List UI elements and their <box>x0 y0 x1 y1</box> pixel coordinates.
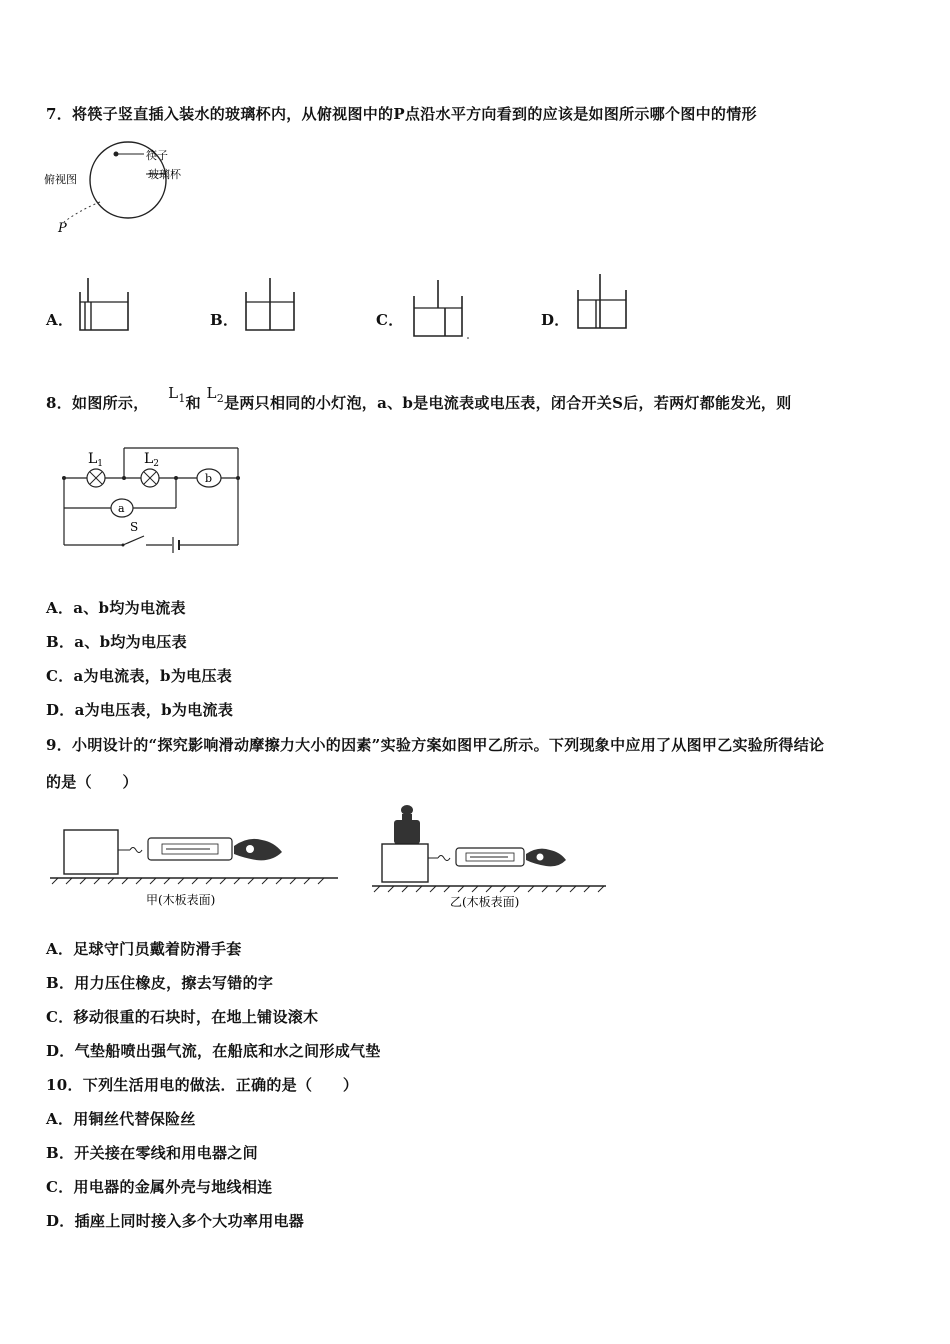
q8-l1-symbol: $L_1$ <box>168 384 186 405</box>
q9-option-c: C．移动很重的石块时，在地上铺设滚木 <box>46 1008 319 1026</box>
glass-label: 玻璃杯 <box>148 168 181 181</box>
q10-stem: 10．下列生活用电的做法．正确的是（ ） <box>46 1076 359 1094</box>
q9-stem-line2: 的是（ ） <box>46 773 138 791</box>
q9-option-d: D．气垫船喷出强气流，在船底和水之间形成气垫 <box>46 1042 381 1060</box>
caption-yi: 乙(木板表面) <box>450 895 520 909</box>
chopstick-label: 筷子 <box>146 149 168 162</box>
q7-option-c-figure <box>410 274 472 342</box>
switch-s <box>123 536 144 545</box>
lamp-l2 <box>141 469 159 487</box>
q8-stem-prefix: 8．如图所示， <box>46 394 149 412</box>
q9-option-b: B．用力压住橡皮，擦去写错的字 <box>46 974 274 992</box>
q7-stem: 7．将筷子竖直插入装水的玻璃杯内，从俯视图中的P点沿水平方向看到的应该是如图所示哪个图中的情形 <box>46 105 757 123</box>
q10-option-a: A．用铜丝代替保险丝 <box>46 1110 196 1128</box>
meter-b-label: b <box>205 472 213 485</box>
q7-option-a: A． <box>46 311 74 329</box>
lamp-l1 <box>87 469 105 487</box>
switch-label: S <box>130 520 139 534</box>
block-yi <box>382 844 428 882</box>
block-jia <box>64 830 118 874</box>
top-view-label: 俯视图 <box>44 173 77 186</box>
lamp-l1-label: $L_1$ <box>88 451 104 469</box>
q8-stem <box>46 384 792 415</box>
q7-option-b-figure <box>242 272 298 336</box>
point-p-label: P <box>58 221 67 236</box>
q8-stem-rest: 是两只相同的小灯泡，a、b是电流表或电压表，闭合开关S后，若两灯都能发光，则 <box>224 394 792 412</box>
hand-jia <box>234 839 282 860</box>
q9-option-a: A．足球守门员戴着防滑手套 <box>46 940 242 958</box>
q8-option-a: A．a、b均为电流表 <box>46 599 186 617</box>
q7-option-d-figure <box>574 270 632 334</box>
q7-top-view-figure <box>40 140 220 240</box>
q8-l2-symbol: $L_2$ <box>206 384 225 405</box>
caption-jia: 甲(木板表面) <box>146 893 216 907</box>
q7-option-a-figure <box>76 272 132 336</box>
q9-stem-line1: 9．小明设计的“探究影响滑动摩擦力大小的因素”实验方案如图甲乙所示。下列现象中应用了从图甲乙实验所得结论 <box>46 736 825 754</box>
hand-yi <box>526 849 566 867</box>
chopstick-dot <box>114 152 119 157</box>
q9-figure-yi <box>370 800 610 916</box>
q8-and: 和 <box>185 394 201 412</box>
q8-option-b: B．a、b均为电压表 <box>46 633 187 651</box>
q10-option-b: B．开关接在零线和用电器之间 <box>46 1144 258 1162</box>
weight <box>394 820 420 844</box>
q9-figure-jia <box>48 822 344 914</box>
q7-option-d: D． <box>541 311 570 329</box>
lamp-l2-label: $L_2$ <box>144 451 160 469</box>
meter-a-label: a <box>118 502 125 515</box>
q8-option-c: C．a为电流表，b为电压表 <box>46 667 233 685</box>
q7-option-c: C． <box>376 311 404 329</box>
q10-option-d: D．插座上同时接入多个大功率用电器 <box>46 1212 305 1230</box>
q10-option-c: C．用电器的金属外壳与地线相连 <box>46 1178 273 1196</box>
q8-option-d: D．a为电压表，b为电流表 <box>46 701 234 719</box>
q7-option-b: B． <box>210 311 239 329</box>
q8-circuit-figure <box>56 445 252 555</box>
